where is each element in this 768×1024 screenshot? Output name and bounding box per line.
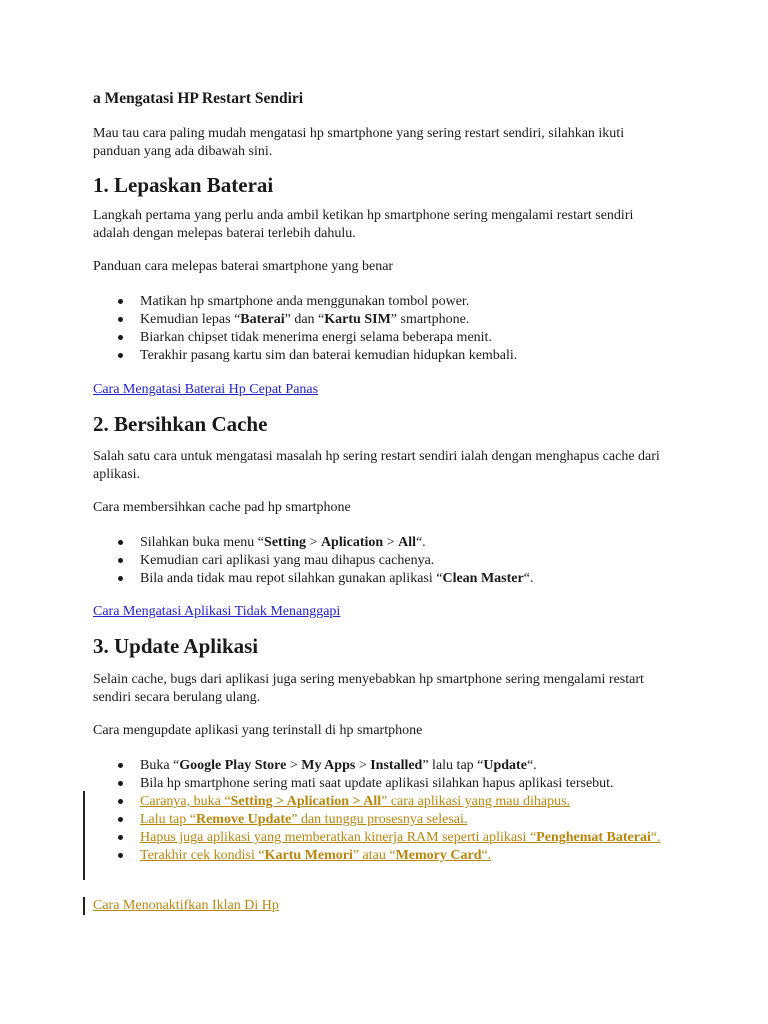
section-1-paragraph-1: Langkah pertama yang perlu anda ambil ketikan hp smartphone sering mengalami restart sendiri adalah dengan melepas baterai terlebih dahulu. <box>93 208 634 241</box>
list-item <box>118 570 678 588</box>
section-2-heading: 2. Bersihkan Cache <box>93 412 268 436</box>
list-item <box>118 534 678 552</box>
section-3-paragraph-2: Cara mengupdate aplikasi yang terinstall di hp smartphone <box>93 723 423 738</box>
bold-text: My Apps <box>301 758 356 773</box>
list-item <box>118 311 678 329</box>
bold-text: Memory Card <box>395 848 482 863</box>
section-3-paragraph-1: Selain cache, bugs dari aplikasi juga sering menyebabkan hp smartphone sering mengalami restart sendiri secara berulang ulang. <box>93 672 644 705</box>
list-item <box>118 847 678 865</box>
list-item-text: “. <box>526 758 537 773</box>
list-item <box>118 757 678 775</box>
section-1-heading: 1. Lepaskan Baterai <box>93 173 274 197</box>
list-item <box>118 829 678 847</box>
link-baterai-panas[interactable]: Cara Mengatasi Baterai Hp Cepat Panas <box>93 382 319 397</box>
list-item <box>118 347 678 365</box>
list-item-text: ” smartphone. <box>390 312 470 327</box>
bold-text: Setting > Aplication > All <box>230 794 382 809</box>
list-item-text: ” dan “ <box>284 312 325 327</box>
list-item-text: > <box>383 535 399 550</box>
list-item-text: Kemudian cari aplikasi yang mau dihapus cachenya. <box>140 553 435 568</box>
section-2-paragraph-2: Cara membersihkan cache pad hp smartphone <box>93 500 351 515</box>
bold-text: Penghemat Baterai <box>536 830 651 845</box>
list-item-text: Hapus juga aplikasi yang memberatkan kinerja RAM seperti aplikasi “ <box>140 830 537 845</box>
bold-text: Installed <box>370 758 423 773</box>
list-item-text: ” lalu tap “ <box>422 758 484 773</box>
list-item-text: > <box>355 758 371 773</box>
list-item-text: ” cara aplikasi yang mau dihapus. <box>381 794 571 809</box>
list-item <box>118 793 678 811</box>
list-item <box>118 811 678 829</box>
list-item-text: ” atau “ <box>352 848 396 863</box>
list-item-text: Terakhir pasang kartu sim dan baterai kemudian hidupkan kembali. <box>140 348 518 363</box>
change-tracking-bar <box>83 791 85 880</box>
bold-text: All <box>398 535 416 550</box>
list-item-text: Silahkan buka menu “ <box>140 535 265 550</box>
document-title: a Mengatasi HP Restart Sendiri <box>93 90 304 107</box>
list-item <box>118 293 678 311</box>
list-item <box>118 329 678 347</box>
list-item-text: Caranya, buka “ <box>140 794 231 809</box>
bold-text: Kartu SIM <box>324 312 391 327</box>
bold-text: Google Play Store <box>179 758 287 773</box>
list-item-text: ” dan tunggu prosesnya selesai. <box>291 812 468 827</box>
list-item-text: “. <box>415 535 426 550</box>
list-item-text: Matikan hp smartphone anda menggunakan tombol power. <box>140 294 470 309</box>
list-item <box>118 552 678 570</box>
link-aplikasi-tidak-menanggapi[interactable]: Cara Mengatasi Aplikasi Tidak Menanggapi <box>93 604 341 619</box>
list-item-text: Kemudian lepas “ <box>140 312 241 327</box>
bold-text: Update <box>483 758 527 773</box>
intro-paragraph: Mau tau cara paling mudah mengatasi hp smartphone yang sering restart sendiri, silahkan ikuti panduan yang ada dibawah sini. <box>93 126 625 159</box>
bold-text: Aplication <box>320 535 384 550</box>
list-item-text: > <box>306 535 321 550</box>
list-item-text: “. <box>523 571 534 586</box>
list-item-text: Bila anda tidak mau repot silahkan gunakan aplikasi “ <box>140 571 443 586</box>
section-3-bullet-list <box>118 757 678 793</box>
list-item-text: > <box>286 758 302 773</box>
bold-text: Setting <box>264 535 307 550</box>
link-menonaktifkan-iklan[interactable]: Cara Menonaktifkan Iklan Di Hp <box>93 898 279 913</box>
list-item-text: Buka “ <box>140 758 180 773</box>
section-3-heading: 3. Update Aplikasi <box>93 634 259 658</box>
section-2-paragraph-1: Salah satu cara untuk mengatasi masalah hp sering restart sendiri ialah dengan menghapus cache dari aplikasi. <box>93 449 660 482</box>
bold-text: Baterai <box>240 312 285 327</box>
list-item-text: “. <box>481 848 492 863</box>
section-2-bullet-list <box>118 534 678 588</box>
change-tracking-bar <box>83 897 85 915</box>
bold-text: Kartu Memori <box>264 848 353 863</box>
section-1-bullet-list <box>118 293 678 365</box>
bold-text: Remove Update <box>195 812 292 827</box>
list-item-text: “. <box>650 830 661 845</box>
bold-text: Clean Master <box>442 571 524 586</box>
list-item <box>118 775 678 793</box>
list-item-text: Terakhir cek kondisi “ <box>140 848 265 863</box>
section-1-paragraph-2: Panduan cara melepas baterai smartphone yang benar <box>93 259 394 274</box>
list-item-text: Bila hp smartphone sering mati saat update aplikasi silahkan hapus aplikasi tersebut. <box>140 776 614 791</box>
list-item-text: Lalu tap “ <box>140 812 196 827</box>
list-item-text: Biarkan chipset tidak menerima energi selama beberapa menit. <box>140 330 492 345</box>
section-3-tracked-bullet-list <box>118 793 678 865</box>
